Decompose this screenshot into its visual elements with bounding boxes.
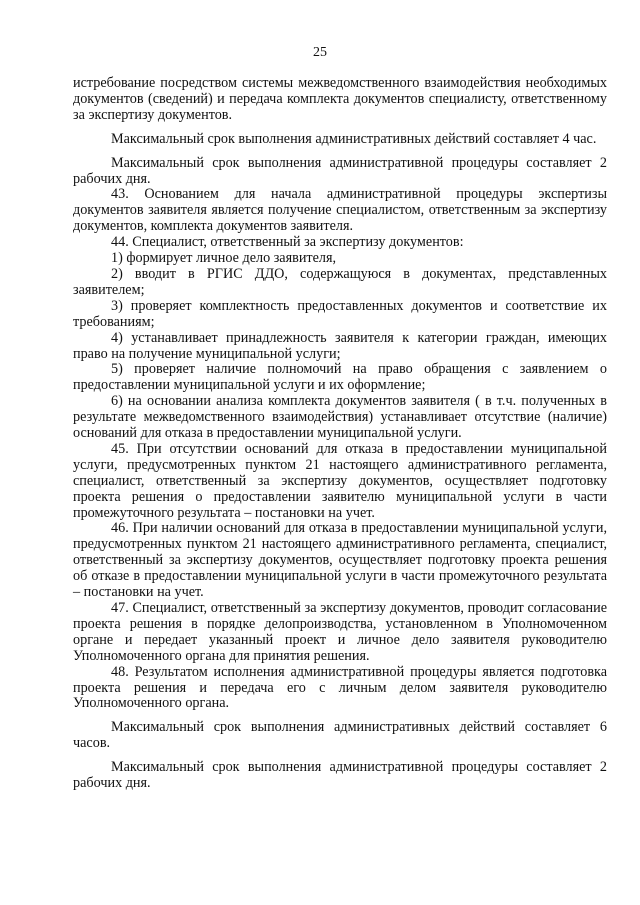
- list-item-4: 4) устанавливает принадлежность заявителя к категории граждан, имеющих право на получение муниципальной услуги;: [73, 329, 607, 362]
- paragraph-45: 45. При отсутствии оснований для отказа в предоставлении муниципальной услуги, предусмотренных пунктом 21 настоящего административного регламента, специалист, ответственный за экспертизу документов, осуществляет подготовку проекта решения о предоставлении заявителю муниципальной услуги в части промежуточного результата – постановки на учет.: [73, 440, 607, 521]
- list-item-6: 6) на основании анализа комплекта документов заявителя ( в т.ч. полученных в результате межведомственного взаимодействия) устанавливает отсутствие (наличие) оснований для отказа в предоставлении муниципальной услуги.: [73, 393, 607, 442]
- paragraph-43: 43. Основанием для начала административной процедуры экспертизы документов заявителя является получение специалистом, ответственным за экспертизу документов, комплекта документов заявителя.: [73, 186, 607, 235]
- paragraph-max-time-actions-2: Максимальный срок выполнения административных действий составляет 6 часов.: [73, 719, 607, 752]
- list-item-5: 5) проверяет наличие полномочий на право обращения с заявлением о предоставлении муниципальной услуги и их оформление;: [73, 361, 607, 394]
- document-body: [73, 76, 607, 792]
- list-item-2: 2) вводит в РГИС ДДО, содержащуюся в документах, представленных заявителем;: [73, 265, 607, 298]
- paragraph-max-time-actions: Максимальный срок выполнения административных действий составляет 4 час.: [111, 130, 597, 147]
- paragraph-max-time-procedure: Максимальный срок выполнения административной процедуры составляет 2 рабочих дня.: [73, 154, 607, 187]
- paragraph-44: 44. Специалист, ответственный за экспертизу документов:: [111, 234, 464, 251]
- paragraph-47: 47. Специалист, ответственный за экспертизу документов, проводит согласование проекта решения в порядке делопроизводства, установленном в Уполномоченном органе и передает указанный проект и личное дело заявителя руководителю Уполномоченного органа для принятия решения.: [73, 600, 607, 664]
- paragraph-46: 46. При наличии оснований для отказа в предоставлении муниципальной услуги, предусмотренных пунктом 21 настоящего административного регламента, специалист, ответственный за экспертизу документов, осуществляет подготовку проекта решения об отказе в предоставлении муниципальной услуги в части промежуточного результата – постановки на учет.: [73, 520, 607, 601]
- list-item-3: 3) проверяет комплектность предоставленных документов и соответствие их требованиям;: [73, 297, 607, 330]
- paragraph-continuation: истребование посредством системы межведомственного взаимодействия необходимых документов (сведений) и передача комплекта документов специалисту, ответственному за экспертизу документов.: [73, 75, 607, 123]
- list-item-1: 1) формирует личное дело заявителя,: [111, 250, 337, 267]
- page-number: 25: [313, 45, 327, 60]
- paragraph-48: 48. Результатом исполнения административной процедуры является подготовка проекта решения и передача его с личным делом заявителя руководителю Уполномоченного органа.: [73, 663, 607, 712]
- paragraph-max-time-procedure-2: Максимальный срок выполнения административной процедуры составляет 2 рабочих дня.: [73, 759, 607, 792]
